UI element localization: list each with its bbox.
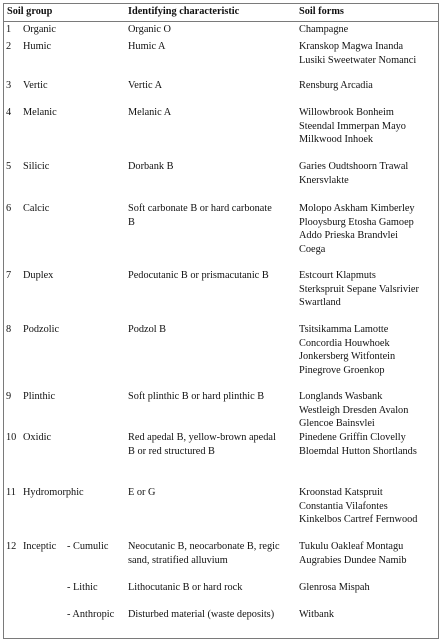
row-number: 1 — [6, 24, 12, 35]
soil-forms: Steendal Immerpan Mayo — [299, 120, 406, 132]
soil-forms: Willowbrook Bonheim — [299, 107, 394, 118]
identifying-characteristic: Red apedal B, yellow-brown apedal — [128, 432, 276, 443]
soil-forms: Sterkspruit Sepane Valsrivier — [299, 283, 419, 295]
soil-forms: Estcourt Klapmuts — [299, 270, 376, 281]
soil-group-name: Oxidic — [23, 432, 52, 443]
soil-forms: Pinedene Griffin Clovelly — [299, 432, 406, 443]
identifying-characteristic: Humic A — [128, 41, 166, 52]
soil-group-name: Plinthic — [23, 391, 56, 402]
soil-forms: Pinegrove Groenkop — [299, 364, 385, 376]
soil-forms: Molopo Askham Kimberley — [299, 203, 415, 214]
soil-forms: Kroonstad Katspruit — [299, 487, 383, 498]
row-number: 6 — [6, 203, 12, 214]
identifying-characteristic: Lithocutanic B or hard rock — [128, 582, 243, 593]
soil-forms: Glenrosa Mispah — [299, 582, 370, 593]
soil-forms: Rensburg Arcadia — [299, 80, 373, 91]
row-number: 7 — [6, 270, 12, 281]
soil-forms: Coega — [299, 243, 326, 255]
header-soil-group: Soil group — [7, 6, 53, 17]
soil-forms: Augrabies Dundee Namib — [299, 554, 407, 566]
soil-subgroup-name: - Anthropic — [67, 609, 115, 620]
soil-subgroup-name: - Cumulic — [67, 541, 109, 552]
identifying-characteristic: B — [128, 216, 135, 228]
identifying-characteristic: B or red structured B — [128, 445, 215, 457]
identifying-characteristic: Disturbed material (waste deposits) — [128, 609, 275, 620]
row-number: 10 — [6, 432, 17, 443]
identifying-characteristic: Soft plinthic B or hard plinthic B — [128, 391, 265, 402]
soil-forms: Swartland — [299, 297, 341, 308]
row-number: 11 — [6, 487, 16, 498]
header-rule — [4, 21, 438, 22]
soil-forms: Witbank — [299, 609, 335, 620]
header-identifying-characteristic: Identifying characteristic — [128, 6, 240, 17]
soil-group-name: Humic — [23, 41, 52, 52]
soil-forms: Longlands Wasbank — [299, 391, 383, 402]
soil-forms: Constantia Vilafontes — [299, 500, 388, 512]
soil-forms: Garies Oudtshoorn Trawal — [299, 161, 409, 172]
soil-forms: Kinkelbos Cartref Fernwood — [299, 514, 418, 525]
soil-forms: Champagne — [299, 24, 349, 35]
soil-forms: Jonkersberg Witfontein — [299, 351, 396, 362]
soil-forms: Kranskop Magwa Inanda — [299, 41, 404, 52]
soil-forms: Glencoe Bainsvlei — [299, 418, 375, 429]
identifying-characteristic: sand, stratified alluvium — [128, 554, 228, 566]
row-number: 3 — [6, 80, 12, 91]
soil-forms: Plooysburg Etosha Gamoep — [299, 216, 414, 228]
soil-forms: Concordia Houwhoek — [299, 337, 390, 349]
soil-subgroup-name: - Lithic — [67, 582, 98, 593]
row-number: 12 — [6, 541, 17, 552]
soil-group-name: Silicic — [23, 161, 50, 172]
identifying-characteristic: Pedocutanic B or prismacutanic B — [128, 270, 269, 281]
soil-forms: Milkwood Inhoek — [299, 134, 374, 145]
identifying-characteristic: Podzol B — [128, 324, 167, 335]
soil-group-name: Podzolic — [23, 324, 60, 335]
row-number: 2 — [6, 41, 12, 52]
identifying-characteristic: Vertic A — [128, 80, 163, 91]
header-soil-forms: Soil forms — [299, 6, 344, 17]
soil-group-name: Hydromorphic — [23, 487, 84, 498]
row-number: 9 — [6, 391, 12, 402]
soil-forms: Tsitsikamma Lamotte — [299, 324, 389, 335]
identifying-characteristic: Soft carbonate B or hard carbonate — [128, 203, 272, 214]
identifying-characteristic: Melanic A — [128, 107, 172, 118]
soil-group-name: Duplex — [23, 270, 54, 281]
soil-forms: Lusiki Sweetwater Nomanci — [299, 54, 417, 66]
identifying-characteristic: Dorbank B — [128, 161, 174, 172]
identifying-characteristic: Organic O — [128, 24, 171, 35]
soil-forms: Knersvlakte — [299, 174, 349, 186]
identifying-characteristic: Neocutanic B, neocarbonate B, regic — [128, 541, 280, 552]
soil-group-name: Vertic — [23, 80, 48, 91]
soil-forms: Addo Prieska Brandvlei — [299, 230, 398, 241]
soil-forms: Westleigh Dresden Avalon — [299, 404, 409, 416]
soil-forms: Bloemdal Hutton Shortlands — [299, 445, 417, 457]
soil-forms: Tukulu Oakleaf Montagu — [299, 541, 404, 552]
row-number: 4 — [6, 107, 12, 118]
soil-group-name: Organic — [23, 24, 56, 35]
soil-group-name: Calcic — [23, 203, 50, 214]
row-number: 5 — [6, 161, 12, 172]
soil-group-name: Melanic — [23, 107, 57, 118]
row-number: 8 — [6, 324, 12, 335]
identifying-characteristic: E or G — [128, 487, 156, 498]
soil-group-name: Inceptic — [23, 541, 57, 552]
